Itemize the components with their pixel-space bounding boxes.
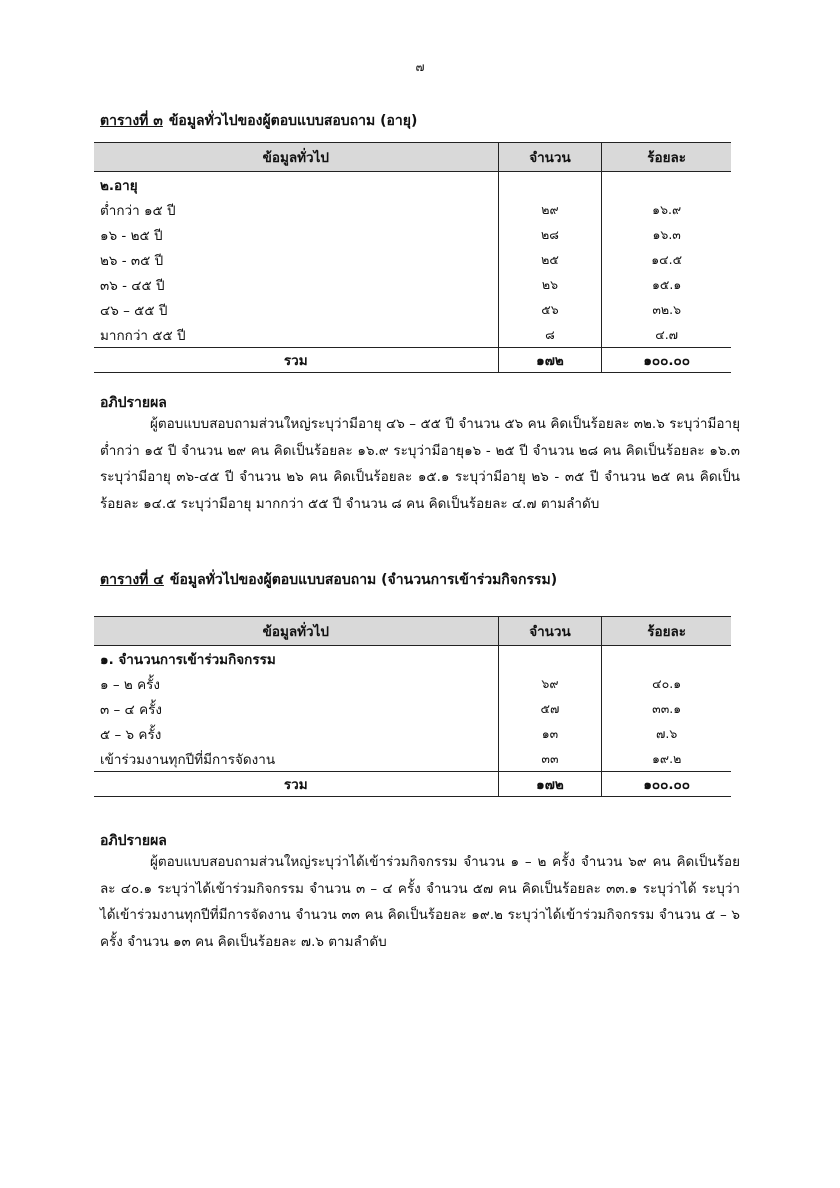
row-percent: ๓๓.๑ — [602, 696, 731, 721]
row-label: ๓๖ - ๔๕ ปี — [100, 277, 165, 294]
total-label: รวม — [94, 772, 498, 797]
row-percent: ๗.๖ — [602, 721, 731, 746]
table4-total-row — [94, 772, 731, 797]
table3-header-count: จำนวน — [498, 143, 602, 172]
table3-caption-number: ตารางที่ ๓ — [100, 113, 163, 129]
row-percent: ๑๔.๕ — [602, 247, 731, 272]
discussion1-heading: อภิปรายผล — [100, 395, 167, 411]
row-percent: ๑๙.๒ — [602, 746, 731, 772]
row-count: ๑๓ — [498, 721, 602, 746]
table3 — [94, 142, 731, 373]
table4-caption-number: ตารางที่ ๔ — [100, 572, 164, 588]
row-label: ๔๖ – ๕๕ ปี — [100, 302, 168, 319]
table-row — [94, 247, 731, 272]
row-label: มากกว่า ๕๕ ปี — [100, 327, 186, 344]
page-number: ๗ — [415, 60, 425, 74]
row-percent: ๑๖.๙ — [602, 197, 731, 222]
table-row — [94, 197, 731, 222]
row-percent: ๔๐.๑ — [602, 671, 731, 696]
row-count: ๒๕ — [498, 247, 602, 272]
table4-caption-text: ข้อมูลทั่วไปของผู้ตอบแบบสอบถาม (จำนวนการเข้าร่วมกิจกรรม) — [169, 572, 558, 588]
total-count: ๑๗๒ — [498, 348, 602, 373]
row-label: ต่ำกว่า ๑๕ ปี — [100, 202, 176, 219]
row-count: ๒๙ — [498, 197, 602, 222]
table3-group-row — [94, 172, 731, 198]
total-percent: ๑๐๐.๐๐ — [602, 348, 731, 373]
discussion2-heading: อภิปรายผล — [100, 833, 167, 849]
table3-total-row — [94, 348, 731, 373]
table3-header-percent: ร้อยละ — [602, 143, 731, 172]
row-count: ๕๗ — [498, 696, 602, 721]
row-count: ๕๖ — [498, 297, 602, 322]
table3-header-row — [94, 143, 731, 172]
row-label: ๒๖ - ๓๕ ปี — [100, 252, 164, 269]
discussion2-paragraph: ผู้ตอบแบบสอบถามส่วนใหญ่ระบุว่าได้เข้าร่วมกิจกรรม จำนวน ๑ – ๒ ครั้ง จำนวน ๖๙ คน คิดเป็นร้อยละ ๔๐.๑ ระบุว่าได้เข้าร่วมกิจกรรม จำนวน ๓ – ๔ ครั้ง จำนวน ๕๗ คน คิดเป็นร้อยละ ๓๓.๑ ระบุว่าได้ ระบุว่าได้เข้าร่วมงานทุกปีที่มีการจัดงาน จำนวน ๓๓ คน คิดเป็นร้อยละ ๑๙.๒ ระบุว่าได้เข้าร่วมกิจกรรม จำนวน ๕ – ๖ ครั้ง จำนวน ๑๓ คน คิดเป็นร้อยละ ๗.๖ ตามลำดับ — [100, 854, 740, 950]
discussion1-paragraph: ผู้ตอบแบบสอบถามส่วนใหญ่ระบุว่ามีอายุ ๔๖ – ๕๕ ปี จำนวน ๕๖ คน คิดเป็นร้อยละ ๓๒.๖ ระบุว่ามีอายุต่ำกว่า ๑๕ ปี จำนวน ๒๙ คน คิดเป็นร้อยละ ๑๖.๙ ระบุว่ามีอายุ๑๖ - ๒๕ ปี จำนวน ๒๘ คน คิดเป็นร้อยละ ๑๖.๓ ระบุว่ามีอายุ ๓๖-๔๕ ปี จำนวน ๒๖ คน คิดเป็นร้อยละ ๑๕.๑ ระบุว่ามีอายุ ๒๖ - ๓๕ ปี จำนวน ๒๕ คน คิดเป็นร้อยละ ๑๔.๕ ระบุว่ามีอายุ มากกว่า ๕๕ ปี จำนวน ๘ คน คิดเป็นร้อยละ ๔.๗ ตามลำดับ — [100, 416, 740, 512]
table-row — [94, 272, 731, 297]
row-percent: ๓๒.๖ — [602, 297, 731, 322]
table3-group-label: ๒.อายุ — [100, 177, 138, 194]
table4-caption — [100, 569, 557, 591]
table4-group-label: ๑. จำนวนการเข้าร่วมกิจกรรม — [100, 651, 276, 668]
table3-header-info: ข้อมูลทั่วไป — [94, 143, 498, 172]
total-label: รวม — [94, 348, 498, 373]
row-percent: ๑๖.๓ — [602, 222, 731, 247]
table3-caption — [100, 110, 417, 132]
table-row — [94, 746, 731, 772]
table4-header-info: ข้อมูลทั่วไป — [94, 617, 498, 646]
table4-header-percent: ร้อยละ — [602, 617, 731, 646]
table-row — [94, 671, 731, 696]
table-row — [94, 322, 731, 348]
table4 — [94, 616, 731, 797]
row-label: ๕ – ๖ ครั้ง — [100, 726, 162, 743]
row-percent: ๑๕.๑ — [602, 272, 731, 297]
row-count: ๓๓ — [498, 746, 602, 772]
row-label: ๓ – ๔ ครั้ง — [100, 701, 162, 718]
total-count: ๑๗๒ — [498, 772, 602, 797]
row-percent: ๔.๗ — [602, 322, 731, 348]
row-count: ๒๘ — [498, 222, 602, 247]
row-label: ๑ – ๒ ครั้ง — [100, 676, 160, 693]
row-count: ๒๖ — [498, 272, 602, 297]
table-row — [94, 721, 731, 746]
table-row — [94, 696, 731, 721]
table4-header-row — [94, 617, 731, 646]
row-count: ๖๙ — [498, 671, 602, 696]
total-percent: ๑๐๐.๐๐ — [602, 772, 731, 797]
table4-group-row — [94, 646, 731, 672]
table-row — [94, 297, 731, 322]
table4-header-count: จำนวน — [498, 617, 602, 646]
table3-caption-text: ข้อมูลทั่วไปของผู้ตอบแบบสอบถาม (อายุ) — [168, 113, 418, 129]
row-label: เข้าร่วมงานทุกปีที่มีการจัดงาน — [100, 751, 276, 768]
row-count: ๘ — [498, 322, 602, 348]
row-label: ๑๖ - ๒๕ ปี — [100, 227, 163, 244]
table-row — [94, 222, 731, 247]
